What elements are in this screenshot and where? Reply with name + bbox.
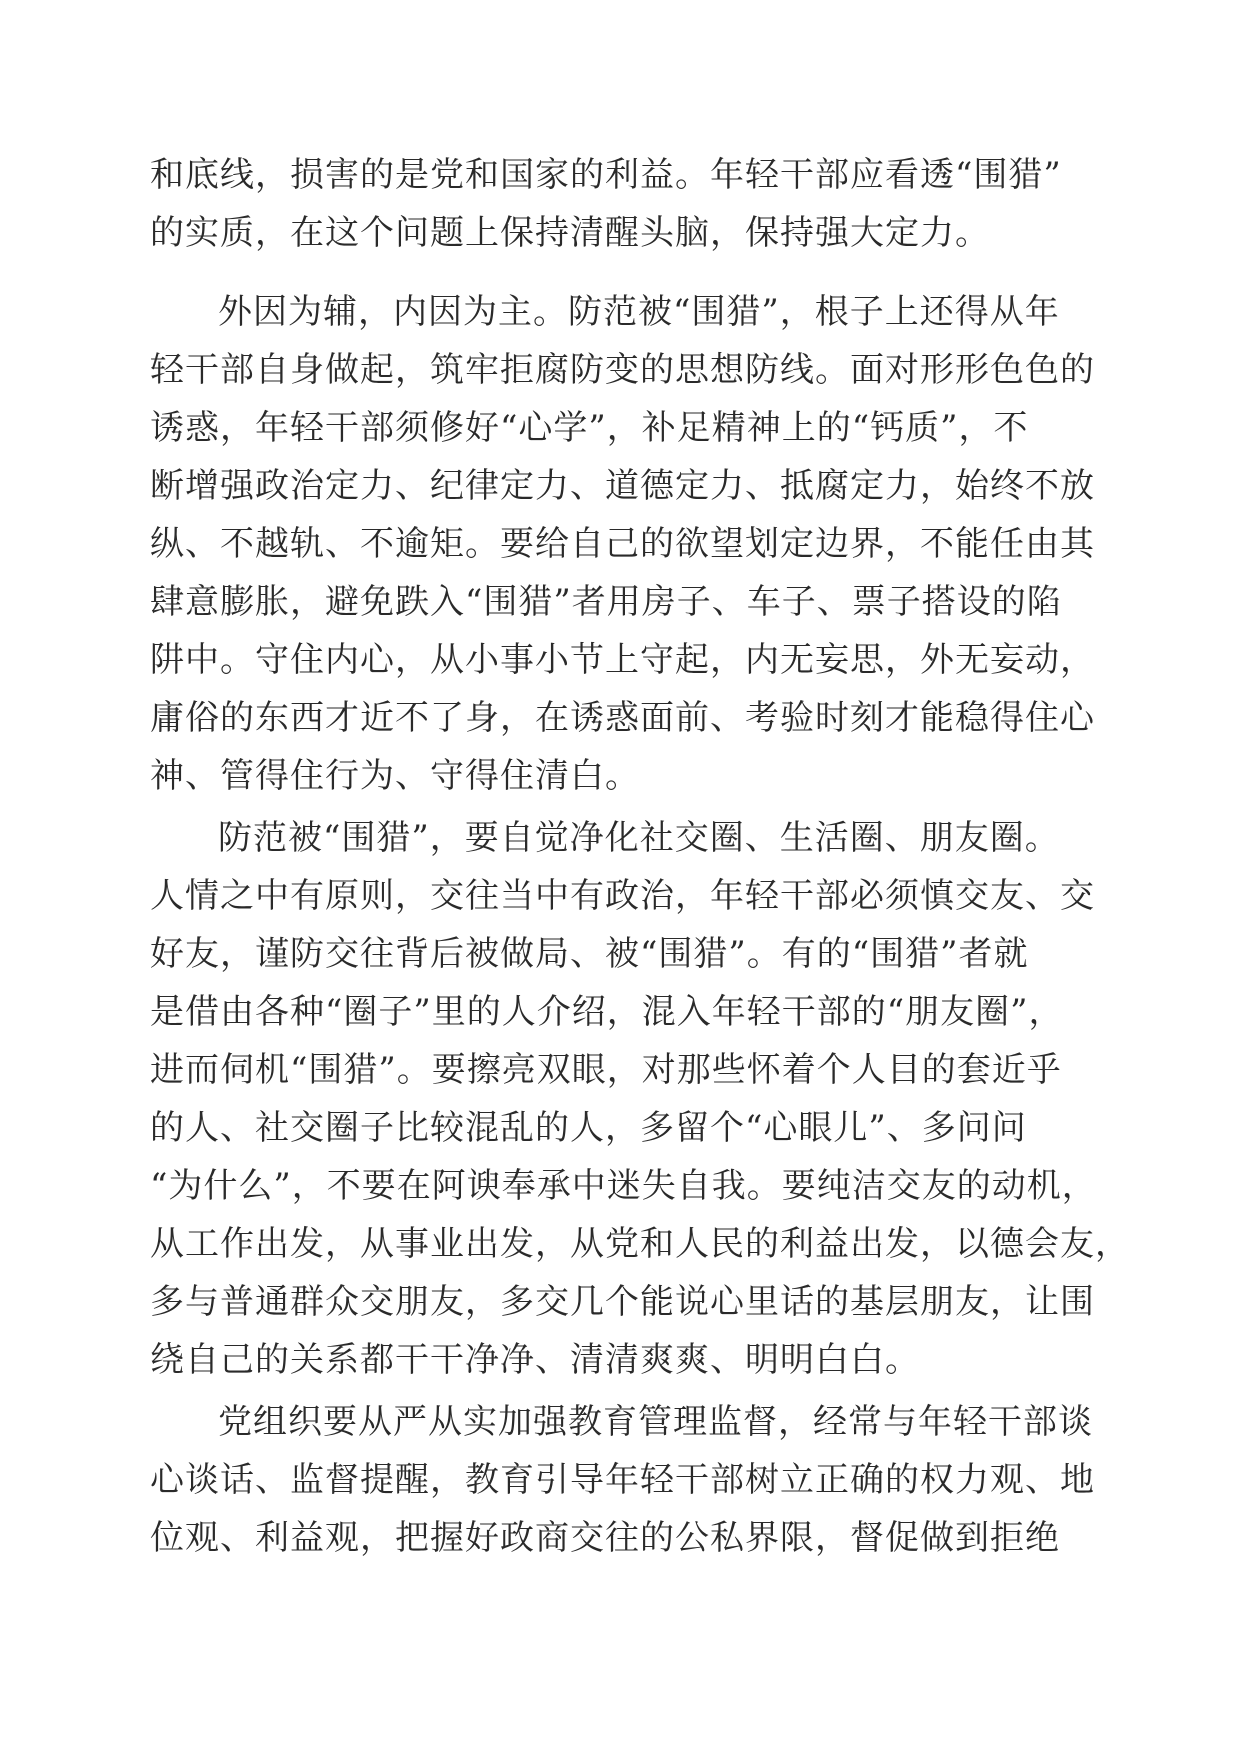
text-line: 党组织要从严从实加强教育管理监督，经常与年轻干部谈 <box>218 1402 1093 1442</box>
text-line: 肆意膨胀，避免跌入“围猎”者用房子、车子、票子搭设的陷 <box>150 582 1062 622</box>
paragraph-4 <box>150 1393 1095 1567</box>
text-line: 进而伺机“围猎”。要擦亮双眼，对那些怀着个人目的套近乎 <box>150 1050 1062 1090</box>
paragraph-1 <box>150 146 1090 262</box>
text-line: 神、管得住行为、守得住清白。 <box>150 756 640 796</box>
text-line: 好友，谨防交往背后被做局、被“围猎”。有的“围猎”者就 <box>150 934 1029 974</box>
paragraph-2 <box>150 283 1095 805</box>
text-line: “为什么”，不要在阿谀奉承中迷失自我。要纯洁交友的动机， <box>150 1166 1097 1206</box>
text-line: 多与普通群众交朋友，多交几个能说心里话的基层朋友，让围 <box>150 1282 1095 1322</box>
text-line: 庸俗的东西才近不了身，在诱惑面前、考验时刻才能稳得住心 <box>150 698 1095 738</box>
text-line: 阱中。守住内心，从小事小节上守起，内无妄思，外无妄动， <box>150 640 1095 680</box>
text-line: 和底线，损害的是党和国家的利益。年轻干部应看透“围猎” <box>150 155 1062 195</box>
text-line: 纵、不越轨、不逾矩。要给自己的欲望划定边界，不能任由其 <box>150 524 1095 564</box>
text-line: 绕自己的关系都干干净净、清清爽爽、明明白白。 <box>150 1340 920 1380</box>
text-line: 的人、社交圈子比较混乱的人，多留个“心眼儿”、多问问 <box>150 1108 1027 1148</box>
text-line: 防范被“围猎”，要自觉净化社交圈、生活圈、朋友圈。 <box>218 818 1060 858</box>
text-line: 诱惑，年轻干部须修好“心学”，补足精神上的“钙质”，不 <box>150 408 1029 448</box>
text-line: 轻干部自身做起，筑牢拒腐防变的思想防线。面对形形色色的 <box>150 350 1095 390</box>
text-line: 从工作出发，从事业出发，从党和人民的利益出发，以德会友， <box>150 1224 1130 1264</box>
text-line: 是借由各种“圈子”里的人介绍，混入年轻干部的“朋友圈”， <box>150 992 1064 1032</box>
paragraph-3 <box>150 809 1130 1389</box>
text-line: 断增强政治定力、纪律定力、道德定力、抵腐定力，始终不放 <box>150 466 1095 506</box>
text-line: 位观、利益观，把握好政商交往的公私界限，督促做到拒绝 <box>150 1518 1060 1558</box>
text-line: 外因为辅，内因为主。防范被“围猎”，根子上还得从年 <box>218 292 1060 332</box>
text-line: 人情之中有原则，交往当中有政治，年轻干部必须慎交友、交 <box>150 876 1095 916</box>
text-line: 的实质，在这个问题上保持清醒头脑，保持强大定力。 <box>150 213 990 253</box>
text-line: 心谈话、监督提醒，教育引导年轻干部树立正确的权力观、地 <box>150 1460 1095 1500</box>
